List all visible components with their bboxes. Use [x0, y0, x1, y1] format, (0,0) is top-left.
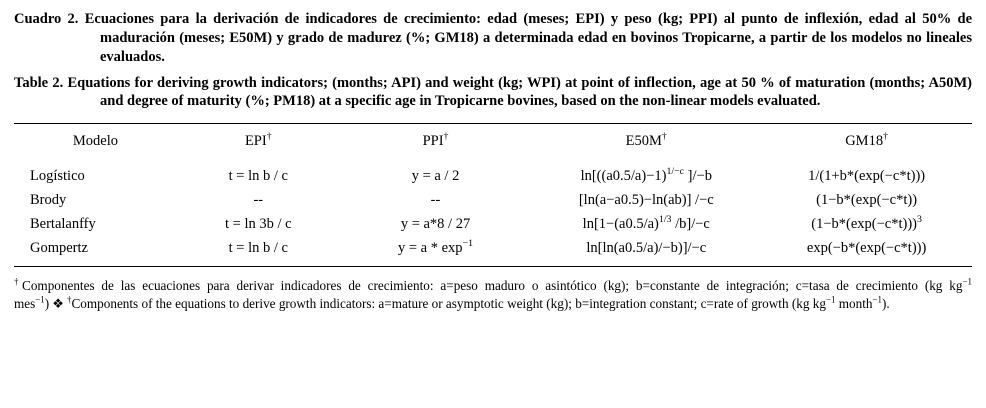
column-header-ppi-label: PPI: [422, 133, 444, 150]
caption-english: [14, 74, 972, 112]
table-footnote: [14, 277, 972, 312]
footnote-english: †Components of the equations to derive growth indicators: a=mature or asymptotic weight (kg); b=integration constant; c=rate of growth (kg $kg^{-1}$ month$^{-1}$).: [67, 294, 890, 311]
cell-ppi: y = a*8 / 27: [400, 216, 471, 233]
column-header-modelo-label: Modelo: [72, 133, 118, 150]
column-header-epi-label: EPI: [244, 133, 267, 150]
column-header-ppi: [340, 124, 532, 160]
cell-model: Bertalanffy: [30, 216, 96, 233]
cell-epi: --: [253, 192, 264, 209]
cell-e50m: ln[ln(a0.5/a)/−b)]/−c: [586, 240, 707, 257]
column-header-e50m: [531, 124, 761, 160]
cell-e50m: $\ln[((a0.5/a)-1)^{1/-c}$ ]/−b: [580, 166, 712, 185]
table-header-row: [14, 124, 972, 160]
column-header-gm18: [761, 124, 972, 160]
cell-ppi: $y = a * \exp^{-1}$: [397, 238, 474, 257]
table-body: [14, 159, 972, 267]
dagger-epi: †: [266, 131, 272, 143]
cell-e50m: $\ln[1-(a0.5/a)^{1/3}$ /b]/−c: [582, 214, 710, 233]
cell-e50m: [ln(a−a0.5)−ln(ab)] /−c: [578, 192, 714, 209]
cell-model: Brody: [30, 192, 67, 209]
cell-ppi: --: [430, 192, 441, 209]
dagger-gm18: †: [883, 131, 888, 143]
table-row: [14, 213, 972, 237]
equations-table: [14, 123, 972, 267]
cell-gm18: 1/(1+b*(exp(−c*t))): [808, 168, 926, 185]
column-header-modelo: [14, 124, 177, 160]
table-row: [14, 189, 972, 213]
table-row: [14, 159, 972, 189]
cell-gm18: exp(−b*(exp(−c*t))): [806, 240, 927, 257]
table-head: [14, 124, 972, 160]
cell-ppi: y = a / 2: [411, 168, 460, 185]
cell-model: Gompertz: [30, 240, 88, 257]
cell-gm18: (1−b*(exp(−c*t)): [816, 192, 918, 209]
footnote-spanish: †Componentes de las ecuaciones para derivar indicadores de crecimiento: a=peso maduro o asintótico (kg); b=constante de integración; c=tasa de crecimiento (kg $kg^{-1}$ mes$^{-1}$): [14, 276, 972, 311]
dagger-ppi: †: [443, 131, 449, 143]
table-row: [14, 237, 972, 267]
caption-spanish-label: Cuadro 2.: [14, 11, 79, 27]
column-header-e50m-label: E50M: [625, 133, 662, 150]
footnote-separator-icon: ❖: [52, 295, 65, 311]
caption-english-label: Table 2.: [14, 74, 64, 91]
cell-epi: t = ln b / c: [228, 240, 288, 257]
equations-table-wrapper: [14, 123, 972, 267]
caption-spanish-text: Ecuaciones para la derivación de indicadores de crecimiento: edad (meses; EPI) y peso (kg; PPI) al punto de inflexión, edad al 50% de maduración (meses; E50M) y grado de madurez (%; GM18) a determinada edad en bovinos Tropicarne, a partir de los modelos no lineales evaluados.: [84, 11, 973, 65]
dagger-e50m: †: [661, 131, 667, 143]
caption-spanish: [14, 10, 972, 67]
column-header-gm18-label: GM18: [845, 133, 884, 150]
cell-epi: t = ln b / c: [228, 168, 288, 185]
cell-epi: t = ln 3b / c: [225, 216, 292, 233]
caption-english-text: Equations for deriving growth indicators; (months; API) and weight (kg; WPI) at point of inflection, age at 50 % of maturation (months; A50M) and degree of maturity (%; PM18) at a specific age in Tropicarne bovines, based on the non-linear models evaluated.: [67, 74, 972, 110]
caption-block: [14, 10, 972, 111]
cell-model: Logístico: [30, 168, 85, 185]
cell-gm18: $(1-b*(\exp(-c*t)))^3$: [811, 214, 922, 233]
column-header-epi: [177, 124, 340, 160]
